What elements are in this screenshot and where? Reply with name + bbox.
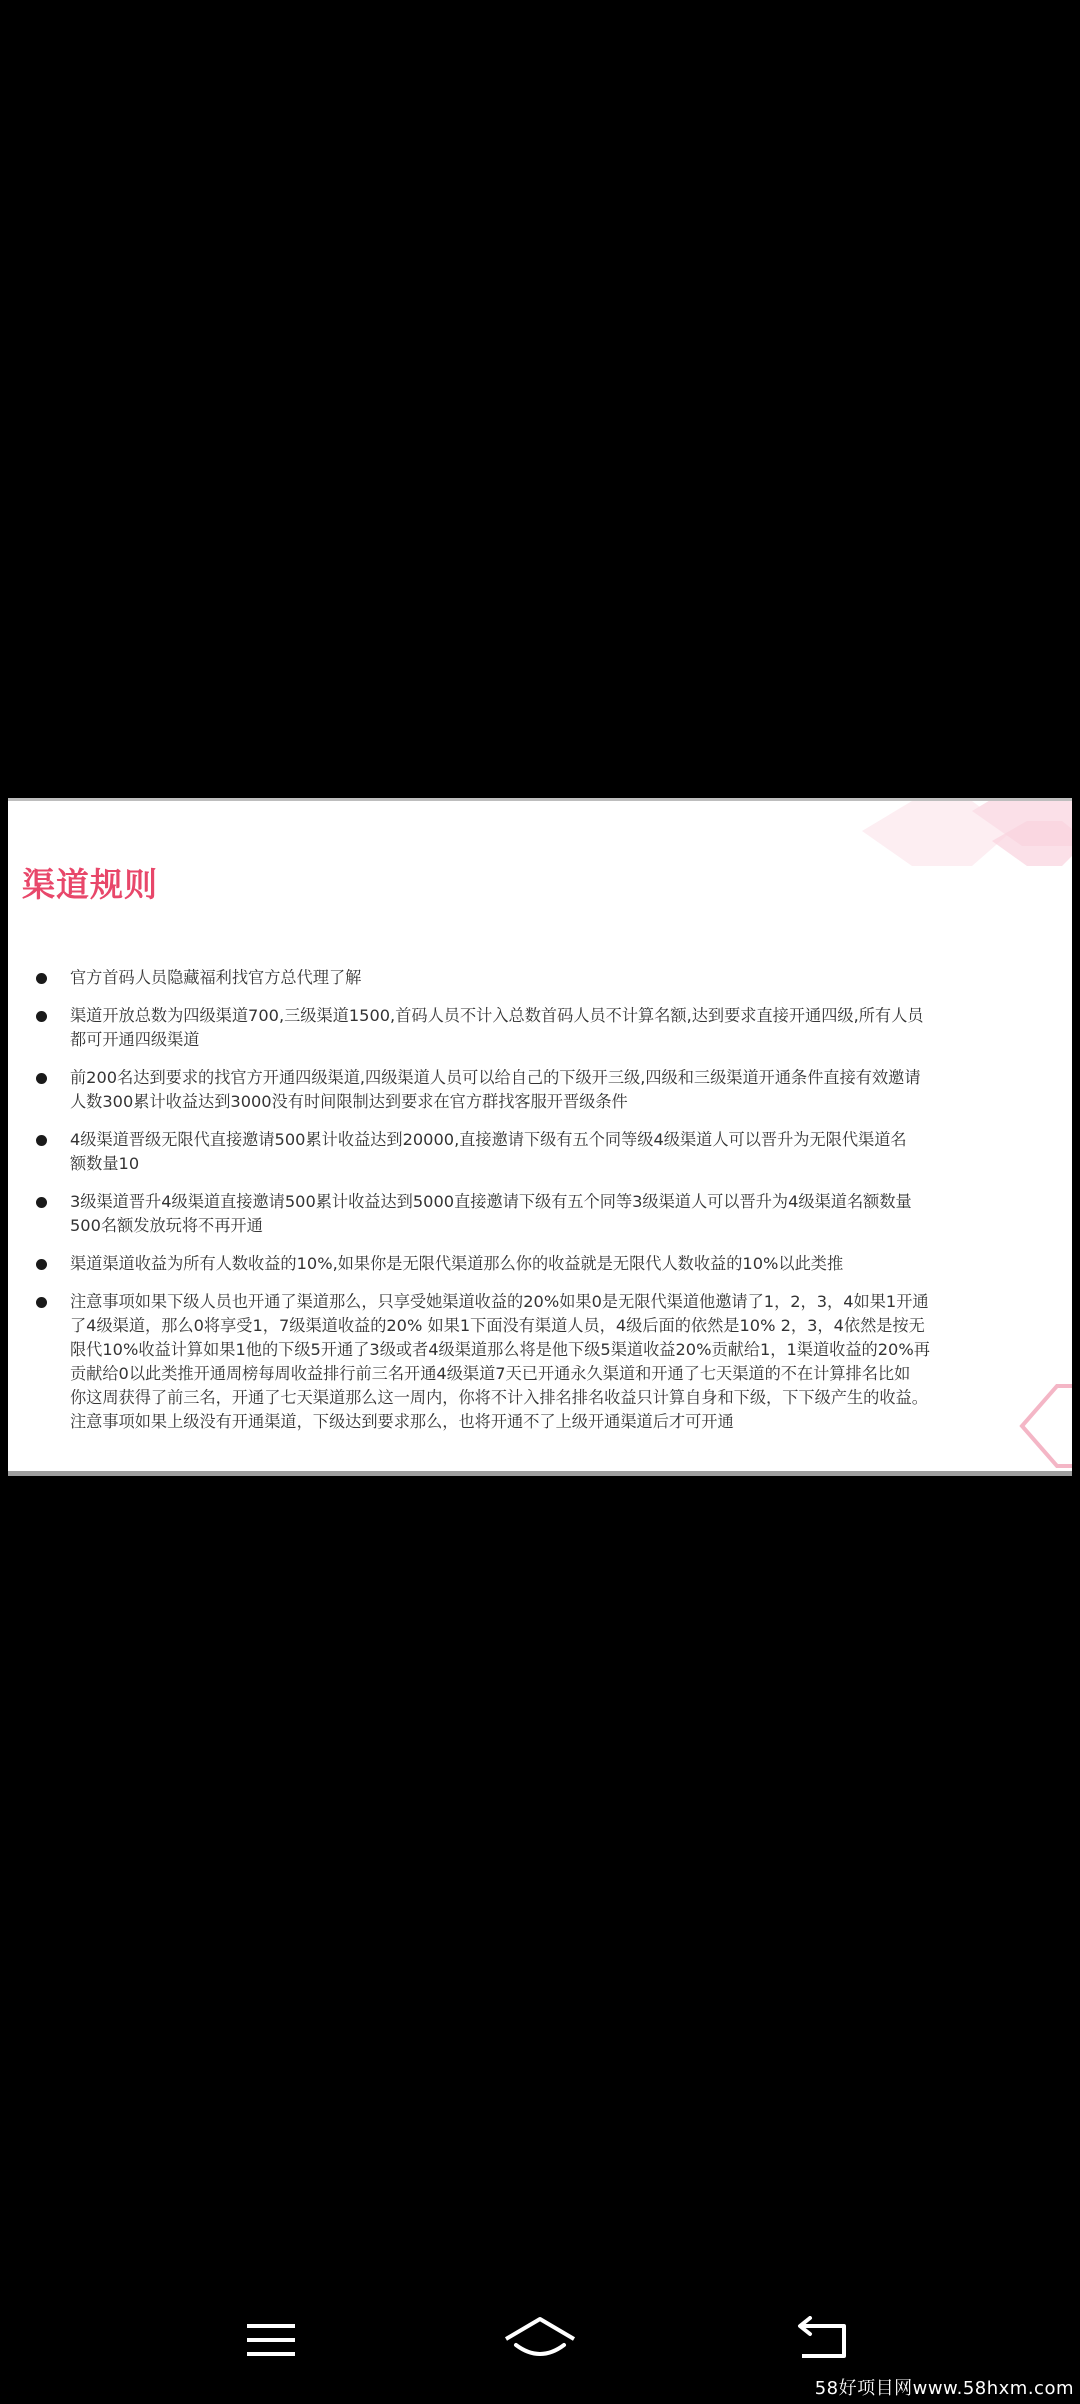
back-button[interactable] xyxy=(784,2310,864,2370)
rule-text-line: 渠道渠道收益为所有人数收益的10%,如果你是无限代渠道那么你的收益就是无限代人数收益的10%以此类推 xyxy=(70,1254,844,1273)
rule-item xyxy=(36,1190,1036,1238)
rule-item xyxy=(36,1004,1036,1052)
hexagon-decoration-icon xyxy=(822,798,1072,901)
rule-item xyxy=(36,1128,1036,1176)
rule-text-line: 3级渠道晋升4级渠道直接邀请500累计收益达到5000直接邀请下级有五个同等3级渠道人可以晋升为4级渠道名额数量 xyxy=(70,1192,912,1211)
rule-text-line: 限代10%收益计算如果1他的下级5开通了3级或者4级渠道那么将是他下级5渠道收益20%贡献给1，1渠道收益的20%再 xyxy=(70,1340,930,1359)
rule-text-line: 贡献给0以此类推开通周榜每周收益排行前三名开通4级渠道7天已开通永久渠道和开通了七天渠道的不在计算排名比如 xyxy=(70,1364,911,1383)
bullet-icon xyxy=(36,973,47,984)
rule-text-line: 了4级渠道，那么0将享受1，7级渠道收益的20% 如果1下面没有渠道人员，4级后面的依然是10% 2，3，4依然是按无 xyxy=(70,1316,925,1335)
rule-item xyxy=(36,966,1036,990)
rule-text-line: 都可开通四级渠道 xyxy=(70,1030,200,1049)
rule-text-line: 注意事项如果上级没有开通渠道，下级达到要求那么，也将开通不了上级开通渠道后才可开通 xyxy=(70,1412,734,1431)
rule-text-line: 4级渠道晋级无限代直接邀请500累计收益达到20000,直接邀请下级有五个同等级4级渠道人可以晋升为无限代渠道名 xyxy=(70,1130,907,1149)
bullet-icon xyxy=(36,1135,47,1146)
rule-item xyxy=(36,1252,1036,1276)
rule-text-line: 你这周获得了前三名，开通了七天渠道那么这一周内，你将不计入排名排名收益只计算自身和下级，下下级产生的收益。 xyxy=(70,1388,928,1407)
menu-icon xyxy=(243,2318,299,2362)
bullet-icon xyxy=(36,1259,47,1270)
rule-text-line: 注意事项如果下级人员也开通了渠道那么，只享受她渠道收益的20%如果0是无限代渠道他邀请了1，2，3，4如果1开通 xyxy=(70,1292,929,1311)
bullet-icon xyxy=(36,1297,47,1308)
rules-list xyxy=(36,966,1036,1448)
home-icon xyxy=(502,2315,578,2365)
menu-button[interactable] xyxy=(231,2310,311,2370)
rule-text-line: 前200名达到要求的找官方开通四级渠道,四级渠道人员可以给自己的下级开三级,四级和三级渠道开通条件直接有效邀请 xyxy=(70,1068,921,1087)
rule-item xyxy=(36,1290,1036,1434)
rule-text-line: 500名额发放玩将不再开通 xyxy=(70,1216,263,1235)
bullet-icon xyxy=(36,1197,47,1208)
home-button[interactable] xyxy=(500,2310,580,2370)
watermark: 58好项目网www.58hxm.com xyxy=(814,2378,1074,2399)
bullet-icon xyxy=(36,1011,47,1022)
rule-item xyxy=(36,1066,1036,1114)
slide-title: 渠道规则 xyxy=(22,865,158,904)
rule-text-line: 额数量10 xyxy=(70,1154,140,1173)
rule-text-line: 人数300累计收益达到3000没有时间限制达到要求在官方群找客服开晋级条件 xyxy=(70,1092,628,1111)
back-icon xyxy=(794,2316,854,2364)
slide-panel xyxy=(8,798,1072,1476)
rule-text-line: 官方首码人员隐藏福利找官方总代理了解 xyxy=(70,968,362,987)
rule-text-line: 渠道开放总数为四级渠道700,三级渠道1500,首码人员不计入总数首码人员不计算名额,达到要求直接开通四级,所有人员 xyxy=(70,1006,924,1025)
bullet-icon xyxy=(36,1073,47,1084)
